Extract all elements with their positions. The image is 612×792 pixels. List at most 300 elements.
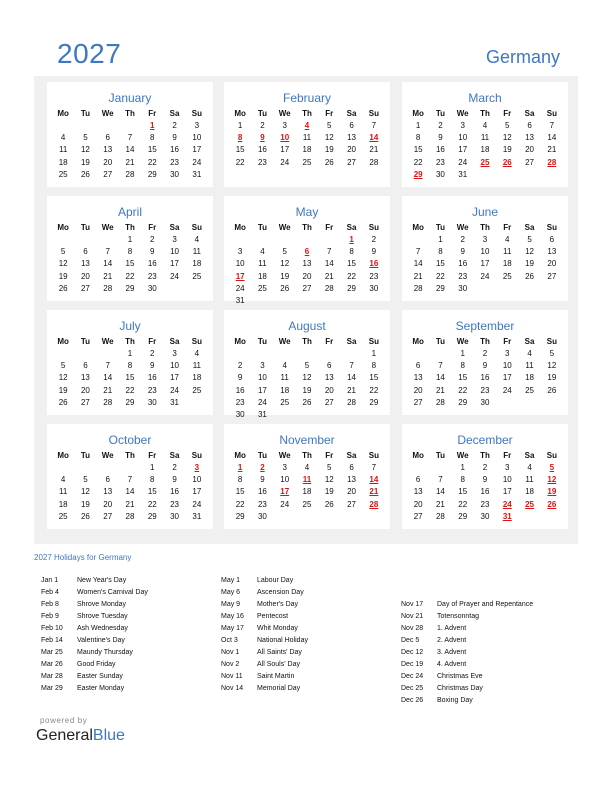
day-cell: 8 — [438, 247, 443, 257]
day-cell: 5 — [327, 121, 332, 130]
day-cell: 4 — [60, 475, 66, 485]
month-name: November — [279, 433, 335, 447]
day-cell: 9 — [460, 247, 465, 257]
day-cell: 13 — [347, 133, 357, 143]
holiday-name: All Souls' Day — [257, 661, 300, 668]
day-cell: 9 — [482, 361, 488, 371]
day-cell: 27 — [413, 397, 423, 407]
empty-day-cell — [407, 234, 429, 246]
month-grid — [52, 450, 208, 523]
holiday-day-cell: 25 — [480, 157, 490, 167]
holiday-name: Christmas Day — [437, 685, 483, 692]
day-cell: 31 — [192, 169, 202, 179]
weekday-header: Sa — [346, 109, 357, 118]
empty-day-cell — [119, 462, 141, 474]
day-cell: 18 — [257, 271, 267, 281]
holiday-row — [221, 623, 401, 635]
day-cell: 23 — [235, 397, 245, 407]
holiday-name: Labour Day — [257, 577, 294, 584]
day-cell: 5 — [60, 361, 66, 371]
weekday-header: Mo — [234, 109, 246, 118]
day-cell: 8 — [349, 247, 354, 257]
day-cell: 27 — [302, 283, 312, 293]
day-cell: 14 — [125, 145, 135, 155]
day-cell: 1 — [237, 121, 243, 130]
day-cell: 21 — [125, 499, 135, 509]
holiday-date: Mar 26 — [41, 661, 63, 668]
day-cell: 5 — [549, 349, 555, 358]
weekday-header: Su — [368, 337, 379, 346]
day-cell: 28 — [103, 397, 113, 407]
day-cell: 6 — [105, 475, 110, 485]
holiday-day-cell: 17 — [235, 271, 245, 281]
weekday-header: We — [101, 223, 114, 232]
months-panel — [34, 76, 578, 544]
day-cell: 29 — [147, 169, 157, 179]
day-cell: 8 — [127, 247, 133, 257]
day-cell: 27 — [80, 397, 90, 407]
day-cell: 30 — [170, 169, 180, 179]
holiday-day-cell: 31 — [502, 511, 512, 521]
weekday-header: Mo — [57, 223, 69, 232]
weekday-header: Su — [546, 223, 557, 232]
empty-day-cell — [74, 120, 96, 132]
weekday-header: Th — [302, 109, 312, 118]
day-cell: 22 — [147, 157, 157, 167]
day-cell: 16 — [480, 373, 490, 383]
month-name: October — [108, 433, 152, 447]
day-cell: 7 — [127, 475, 133, 485]
weekday-header: Tu — [80, 109, 91, 118]
holiday-name: Women's Carnival Day — [77, 589, 148, 596]
day-cell: 23 — [435, 157, 445, 167]
weekday-header: Mo — [412, 337, 424, 346]
day-cell: 27 — [80, 283, 90, 293]
day-cell: 11 — [280, 373, 289, 383]
day-cell: 16 — [480, 487, 490, 497]
day-cell: 27 — [525, 157, 535, 167]
day-cell: 18 — [502, 259, 512, 269]
day-cell: 24 — [170, 271, 180, 281]
weekday-header: Th — [480, 451, 490, 460]
holiday-date: May 1 — [221, 577, 241, 584]
day-cell: 15 — [347, 259, 357, 269]
day-cell: 20 — [324, 385, 334, 395]
holiday-day-cell: 17 — [280, 487, 290, 497]
day-cell: 23 — [369, 271, 379, 281]
day-cell: 4 — [527, 349, 532, 358]
day-cell: 12 — [58, 259, 68, 269]
day-cell: 11 — [480, 133, 490, 143]
day-cell: 20 — [347, 145, 357, 155]
weekday-header: Sa — [169, 451, 180, 460]
day-cell: 21 — [347, 385, 357, 395]
weekday-header: Tu — [80, 451, 91, 460]
day-cell: 4 — [60, 133, 66, 143]
holiday-day-cell: 8 — [237, 133, 243, 143]
day-cell: 22 — [458, 499, 468, 509]
day-cell: 9 — [237, 373, 243, 383]
weekday-header: Tu — [435, 337, 446, 346]
month-3 — [47, 196, 213, 301]
day-cell: 24 — [280, 499, 290, 509]
day-cell: 24 — [235, 283, 245, 293]
day-cell: 23 — [147, 385, 157, 395]
holiday-row — [41, 671, 221, 683]
day-cell: 16 — [170, 487, 180, 497]
day-cell: 30 — [480, 397, 490, 407]
day-cell: 29 — [369, 397, 379, 407]
weekday-header: Mo — [412, 223, 424, 232]
weekday-header: Th — [302, 223, 312, 232]
holiday-name: Memorial Day — [257, 685, 301, 692]
month-name: July — [119, 319, 141, 333]
day-cell: 17 — [502, 487, 512, 497]
holiday-date: May 9 — [221, 601, 241, 608]
month-name: January — [108, 91, 152, 105]
weekday-header: Su — [368, 451, 379, 460]
day-cell: 29 — [458, 511, 468, 521]
holiday-name: 4. Advent — [437, 661, 467, 668]
day-cell: 16 — [235, 385, 245, 395]
weekday-header: Th — [125, 223, 135, 232]
day-cell: 22 — [369, 385, 379, 395]
day-cell: 19 — [502, 145, 512, 155]
day-cell: 23 — [480, 499, 490, 509]
holiday-name: Easter Monday — [77, 685, 125, 692]
day-cell: 14 — [125, 487, 135, 497]
day-cell: 5 — [304, 361, 310, 371]
day-cell: 30 — [458, 283, 468, 293]
day-cell: 7 — [371, 463, 377, 472]
month-grid — [229, 222, 385, 307]
empty-day-cell — [52, 234, 74, 246]
empty-day-cell — [52, 120, 74, 132]
day-cell: 25 — [302, 157, 312, 167]
day-cell: 9 — [371, 247, 377, 257]
day-cell: 30 — [147, 283, 157, 293]
weekday-header: Sa — [346, 337, 357, 346]
day-cell: 2 — [237, 361, 243, 371]
day-cell: 24 — [502, 385, 512, 395]
holiday-row — [401, 611, 581, 623]
month-grid — [229, 450, 385, 523]
weekday-header: Sa — [524, 109, 535, 118]
day-cell: 18 — [192, 259, 202, 269]
weekday-header: Su — [191, 109, 202, 118]
weekday-header: Fr — [503, 223, 512, 232]
day-cell: 7 — [371, 121, 377, 130]
day-cell: 6 — [415, 475, 421, 485]
day-cell: 10 — [257, 373, 267, 383]
day-cell: 30 — [257, 511, 267, 521]
day-cell: 19 — [80, 157, 90, 167]
day-cell: 20 — [103, 157, 113, 167]
holiday-row — [401, 683, 581, 695]
day-cell: 28 — [413, 283, 423, 293]
day-cell: 14 — [547, 133, 557, 143]
day-cell: 26 — [58, 283, 68, 293]
month-name: June — [471, 205, 499, 219]
month-2 — [402, 82, 568, 187]
holiday-day-cell: 4 — [304, 121, 310, 130]
weekday-header: Th — [302, 337, 312, 346]
brand-logo — [36, 727, 125, 745]
day-cell: 1 — [460, 463, 465, 472]
holiday-date: Mar 25 — [41, 649, 63, 656]
month-0 — [47, 82, 213, 187]
day-cell: 15 — [147, 145, 157, 155]
day-cell: 8 — [150, 475, 155, 485]
day-cell: 28 — [435, 397, 445, 407]
weekday-header: Th — [480, 337, 490, 346]
day-cell: 20 — [547, 259, 557, 269]
holiday-name: Whit Monday — [257, 625, 298, 632]
empty-day-cell — [74, 462, 96, 474]
weekday-header: Th — [125, 109, 135, 118]
day-cell: 20 — [525, 145, 535, 155]
weekday-header: Tu — [80, 337, 91, 346]
day-cell: 12 — [302, 373, 312, 383]
day-cell: 1 — [460, 349, 465, 358]
day-cell: 14 — [435, 487, 445, 497]
day-cell: 12 — [547, 361, 557, 371]
day-cell: 25 — [525, 385, 535, 395]
day-cell: 22 — [235, 157, 245, 167]
holiday-row — [41, 659, 221, 671]
empty-day-cell — [429, 348, 451, 360]
day-cell: 16 — [147, 373, 157, 383]
day-cell: 25 — [58, 511, 68, 521]
day-cell: 2 — [438, 121, 443, 130]
day-cell: 29 — [235, 511, 245, 521]
holiday-row — [401, 671, 581, 683]
day-cell: 19 — [58, 271, 68, 281]
holiday-date: May 6 — [221, 589, 241, 596]
empty-day-cell — [429, 462, 451, 474]
day-cell: 18 — [280, 385, 290, 395]
weekday-header: Mo — [412, 451, 424, 460]
weekday-header: We — [278, 451, 291, 460]
weekday-header: We — [278, 337, 291, 346]
day-cell: 4 — [282, 361, 287, 371]
holiday-date: Feb 8 — [41, 601, 59, 608]
day-cell: 4 — [304, 463, 310, 472]
day-cell: 23 — [257, 499, 267, 509]
weekday-header: Mo — [234, 451, 246, 460]
day-cell: 10 — [502, 475, 512, 485]
month-grid — [407, 336, 563, 409]
day-cell: 15 — [147, 487, 157, 497]
holiday-day-cell: 19 — [547, 487, 557, 497]
day-cell: 21 — [547, 145, 557, 155]
day-cell: 21 — [324, 271, 334, 281]
day-cell: 15 — [125, 373, 135, 383]
weekday-header: Sa — [524, 337, 535, 346]
holiday-row — [41, 611, 221, 623]
day-cell: 21 — [103, 271, 113, 281]
day-cell: 13 — [547, 247, 557, 257]
day-cell: 31 — [257, 409, 267, 419]
day-cell: 8 — [460, 475, 465, 485]
holiday-row — [401, 647, 581, 659]
day-cell: 5 — [60, 247, 66, 257]
day-cell: 8 — [371, 361, 377, 371]
day-cell: 17 — [502, 373, 512, 383]
weekday-header: Tu — [257, 109, 268, 118]
day-cell: 27 — [347, 499, 357, 509]
day-cell: 30 — [435, 169, 445, 179]
holiday-day-cell: 2 — [260, 463, 265, 472]
holiday-row — [41, 575, 221, 587]
day-cell: 28 — [125, 511, 135, 521]
holiday-name: Boxing Day — [437, 697, 473, 704]
holiday-date: Oct 3 — [221, 637, 238, 644]
day-cell: 15 — [435, 259, 445, 269]
weekday-header: Th — [125, 451, 135, 460]
empty-day-cell — [52, 462, 74, 474]
day-cell: 18 — [525, 373, 535, 383]
day-cell: 31 — [192, 511, 202, 521]
day-cell: 19 — [80, 499, 90, 509]
day-cell: 19 — [302, 385, 312, 395]
day-cell: 25 — [192, 385, 202, 395]
day-cell: 2 — [482, 463, 488, 472]
month-name: August — [288, 319, 326, 333]
weekday-header: Fr — [148, 109, 157, 118]
day-cell: 27 — [413, 511, 423, 521]
month-grid — [407, 450, 563, 523]
day-cell: 12 — [324, 133, 334, 143]
day-cell: 14 — [103, 259, 113, 269]
day-cell: 3 — [282, 463, 287, 472]
day-cell: 11 — [58, 145, 68, 155]
holiday-date: Mar 28 — [41, 673, 63, 680]
weekday-header: We — [456, 451, 469, 460]
day-cell: 24 — [280, 157, 290, 167]
day-cell: 11 — [525, 475, 534, 485]
holiday-name: All Saints' Day — [257, 649, 302, 656]
day-cell: 17 — [192, 145, 202, 155]
day-cell: 17 — [257, 385, 267, 395]
day-cell: 2 — [482, 349, 488, 358]
day-cell: 14 — [435, 373, 445, 383]
day-cell: 19 — [525, 259, 535, 269]
day-cell: 4 — [194, 349, 200, 358]
empty-day-cell — [340, 348, 362, 360]
day-cell: 10 — [192, 133, 202, 143]
day-cell: 7 — [549, 121, 555, 130]
day-cell: 8 — [237, 475, 243, 485]
day-cell: 3 — [482, 235, 488, 244]
weekday-header: Fr — [325, 337, 334, 346]
day-cell: 22 — [458, 385, 468, 395]
weekday-header: Su — [191, 337, 202, 346]
weekday-header: Th — [480, 223, 490, 232]
weekday-header: Sa — [524, 223, 535, 232]
day-cell: 28 — [324, 283, 334, 293]
day-cell: 6 — [83, 361, 88, 371]
holiday-date: Feb 4 — [41, 589, 59, 596]
holiday-day-cell: 1 — [349, 235, 354, 244]
day-cell: 12 — [280, 259, 290, 269]
day-cell: 29 — [435, 283, 445, 293]
day-cell: 9 — [172, 475, 177, 485]
holiday-row — [401, 659, 581, 671]
day-cell: 13 — [103, 487, 113, 497]
day-cell: 6 — [527, 121, 532, 130]
holiday-date: Nov 21 — [401, 613, 424, 620]
weekday-header: Th — [125, 337, 135, 346]
day-cell: 25 — [257, 283, 267, 293]
day-cell: 20 — [80, 271, 90, 281]
holiday-date: Dec 26 — [401, 697, 424, 704]
holiday-date: Dec 12 — [401, 649, 424, 656]
day-cell: 22 — [125, 385, 135, 395]
day-cell: 3 — [282, 121, 287, 130]
day-cell: 2 — [172, 463, 177, 472]
day-cell: 26 — [525, 271, 535, 281]
empty-day-cell — [74, 234, 96, 246]
day-cell: 29 — [125, 397, 135, 407]
holiday-row — [221, 599, 401, 611]
day-cell: 25 — [502, 271, 512, 281]
day-cell: 13 — [80, 259, 90, 269]
day-cell: 28 — [347, 397, 357, 407]
day-cell: 28 — [435, 511, 445, 521]
weekday-header: We — [101, 109, 114, 118]
day-cell: 23 — [147, 271, 157, 281]
holiday-name: Saint Martin — [257, 673, 295, 680]
month-name: December — [457, 433, 513, 447]
day-cell: 8 — [415, 133, 421, 143]
day-cell: 24 — [192, 157, 202, 167]
holiday-day-cell: 28 — [547, 157, 557, 167]
weekday-header: Tu — [257, 451, 268, 460]
day-cell: 15 — [413, 145, 423, 155]
month-name: May — [295, 205, 319, 219]
day-cell: 12 — [80, 145, 90, 155]
weekday-header: Fr — [148, 451, 157, 460]
holiday-row — [221, 671, 401, 683]
day-cell: 27 — [103, 511, 113, 521]
weekday-header: Th — [302, 451, 312, 460]
day-cell: 23 — [458, 271, 468, 281]
empty-day-cell — [318, 234, 340, 246]
holiday-row — [41, 647, 221, 659]
day-cell: 11 — [525, 361, 534, 371]
day-cell: 1 — [438, 235, 443, 244]
day-cell: 7 — [127, 133, 133, 143]
day-cell: 16 — [257, 145, 267, 155]
holiday-date: Dec 24 — [401, 673, 424, 680]
day-cell: 21 — [413, 271, 423, 281]
day-cell: 5 — [527, 235, 532, 244]
day-cell: 16 — [147, 259, 157, 269]
day-cell: 15 — [235, 145, 245, 155]
holiday-name: Totensonntag — [437, 613, 480, 620]
day-cell: 31 — [235, 295, 245, 305]
weekday-header: Tu — [435, 109, 446, 118]
holiday-day-cell: 1 — [237, 463, 243, 472]
day-cell: 23 — [170, 157, 180, 167]
empty-day-cell — [74, 348, 96, 360]
day-cell: 10 — [192, 475, 202, 485]
weekday-header: Fr — [503, 109, 512, 118]
day-cell: 23 — [257, 157, 267, 167]
holiday-day-cell: 11 — [302, 475, 312, 485]
weekday-header: Tu — [257, 223, 268, 232]
